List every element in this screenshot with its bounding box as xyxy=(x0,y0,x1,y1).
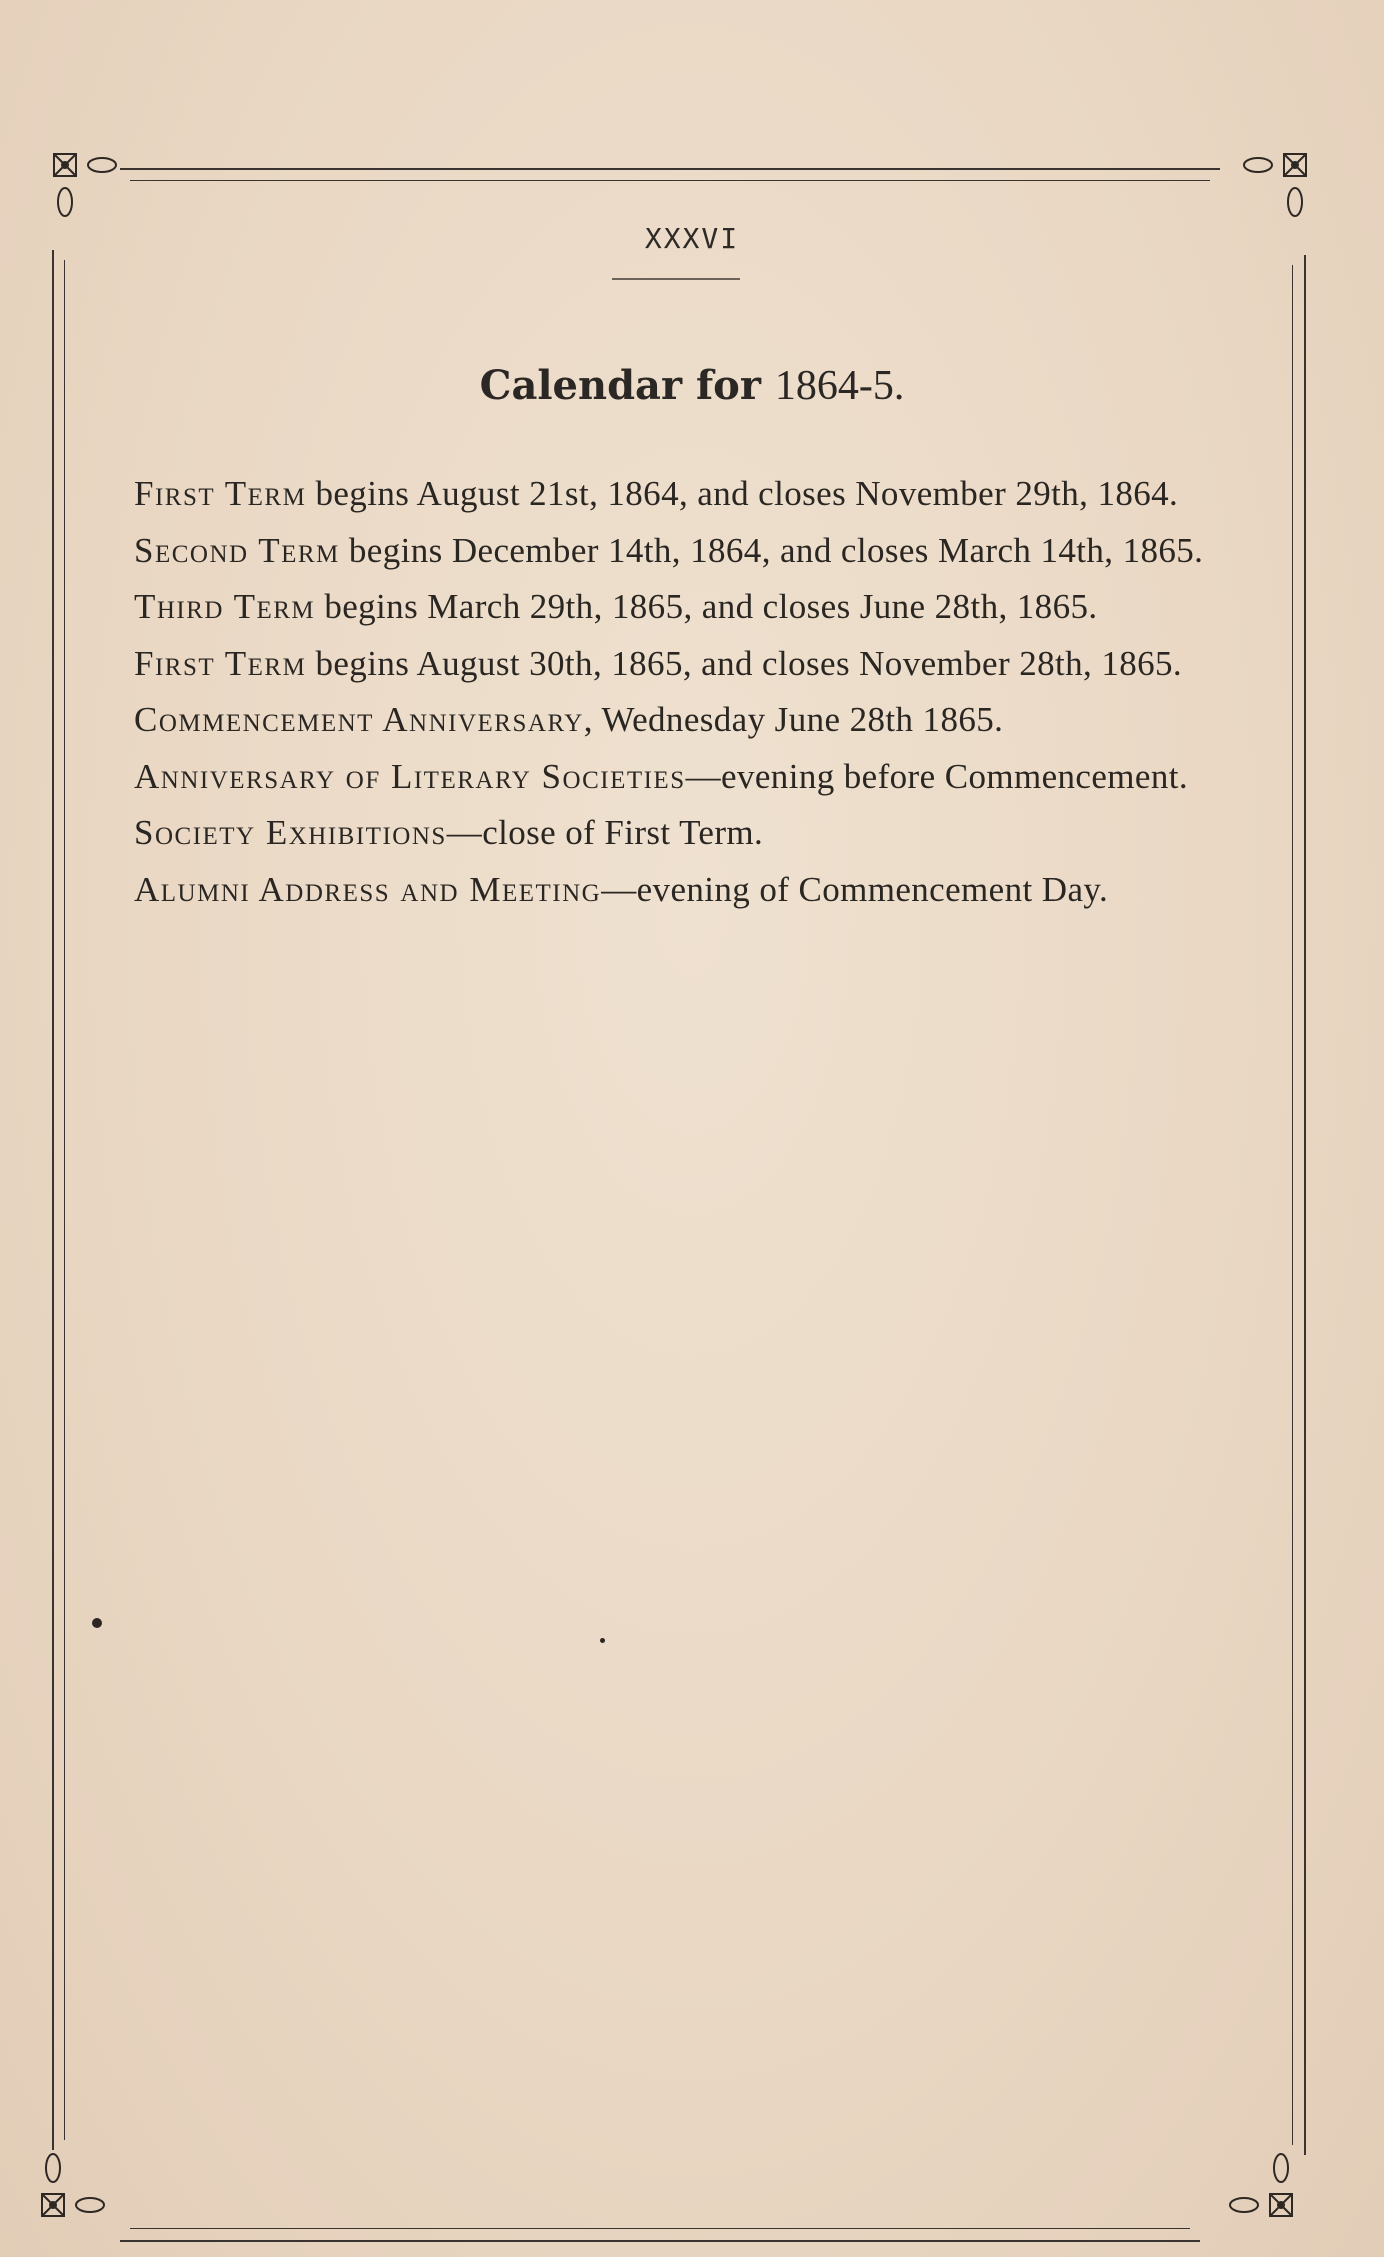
calendar-entry xyxy=(92,749,1262,806)
border-left-outer xyxy=(52,250,54,2150)
border-right-outer xyxy=(1304,255,1306,2155)
corner-ornament-bottom-left xyxy=(38,2150,108,2220)
ink-speck xyxy=(92,1618,102,1628)
entry-text: begins August 30th, 1865, and closes November 28th, 1865. xyxy=(306,643,1183,683)
entry-text: —evening of Commencement Day. xyxy=(601,869,1109,909)
ink-speck xyxy=(600,1638,605,1643)
calendar-entry xyxy=(92,523,1262,580)
border-top-outer xyxy=(120,168,1220,170)
corner-ornament-top-right xyxy=(1240,150,1310,220)
border-right-inner xyxy=(1292,265,1293,2145)
calendar-entries xyxy=(92,466,1262,918)
calendar-entry xyxy=(92,636,1262,693)
corner-ornament-top-left xyxy=(50,150,120,220)
entry-label: Third Term xyxy=(134,587,316,626)
corner-ornament-bottom-right xyxy=(1226,2150,1296,2220)
page-number-divider xyxy=(612,278,740,280)
calendar-entry xyxy=(92,862,1262,919)
entry-text: —evening before Commencement. xyxy=(685,756,1189,796)
border-bottom-outer xyxy=(120,2240,1200,2242)
entry-text: —close of First Term. xyxy=(446,813,764,852)
calendar-title-text: Calendar for xyxy=(479,362,761,409)
calendar-title xyxy=(0,362,1384,410)
entry-label: Second Term xyxy=(134,530,340,570)
calendar-entry xyxy=(92,692,1262,749)
entry-label: First Term xyxy=(134,643,307,683)
entry-label: First Term xyxy=(134,474,307,513)
entry-text: begins August 21st, 1864, and closes November 29th, 1864. xyxy=(306,474,1179,513)
border-left-inner xyxy=(64,260,65,2140)
calendar-entry xyxy=(92,466,1262,523)
border-bottom-inner xyxy=(130,2228,1190,2229)
calendar-entry xyxy=(92,805,1262,862)
entry-label: Anniversary of Literary Societies xyxy=(134,756,686,796)
entry-label: Society Exhibitions xyxy=(134,813,447,852)
page-number: XXXVI xyxy=(644,222,740,255)
entry-label: Commencement Anniversary xyxy=(134,700,584,739)
calendar-title-year: 1864-5. xyxy=(774,363,905,409)
calendar-entry xyxy=(92,579,1262,636)
entry-text: , Wednesday June 28th 1865. xyxy=(583,700,1004,739)
entry-label: Alumni Address and Meeting xyxy=(134,869,602,909)
entry-text: begins December 14th, 1864, and closes March 14th, 1865. xyxy=(339,530,1204,570)
border-top-inner xyxy=(130,180,1210,181)
entry-text: begins March 29th, 1865, and closes June 28th, 1865. xyxy=(315,587,1098,626)
